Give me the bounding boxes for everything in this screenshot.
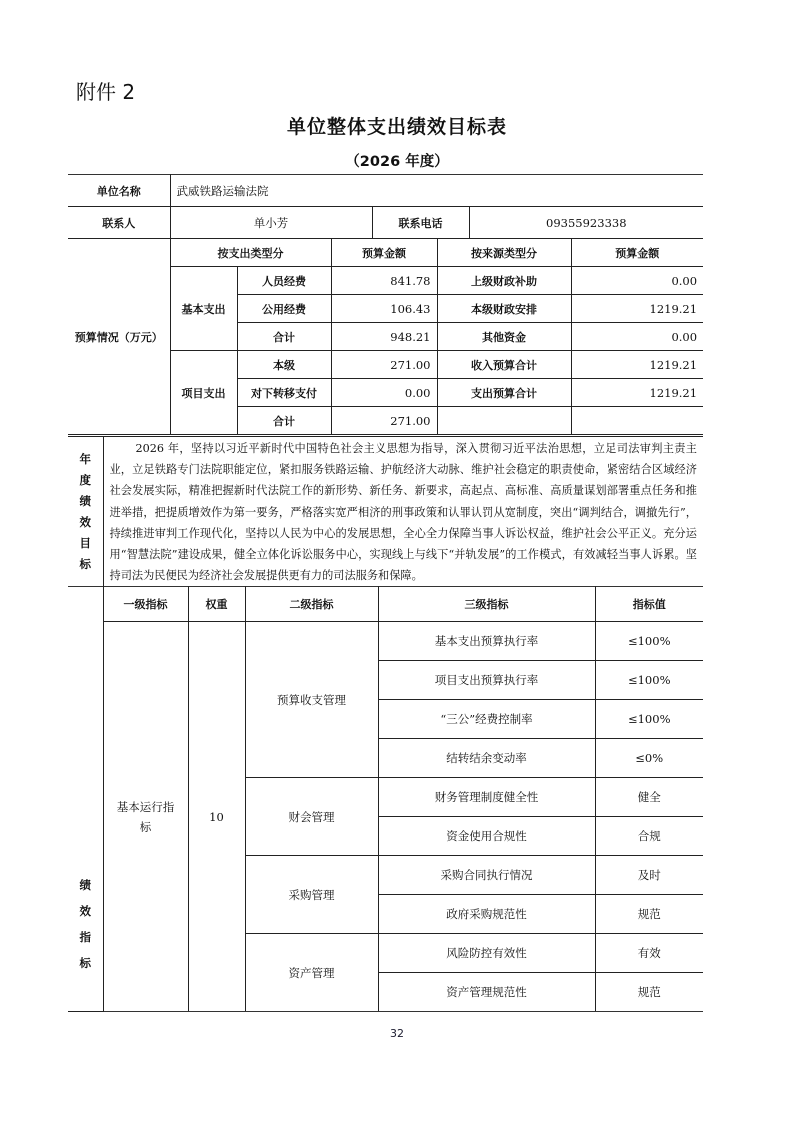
indicator-section-cell bbox=[68, 587, 103, 1012]
goal-table bbox=[68, 436, 703, 587]
level3-cell: 风险防控有效性 bbox=[378, 934, 595, 973]
indicator-value: ≤0% bbox=[595, 739, 703, 778]
attachment-label: 附件 2 bbox=[76, 80, 136, 104]
goal-row bbox=[68, 437, 703, 587]
budget-item: 公用经费 bbox=[237, 295, 331, 323]
budget-item: 对下转移支付 bbox=[237, 379, 331, 407]
header-level1: 一级指标 bbox=[103, 587, 188, 622]
level3-cell: 财务管理制度健全性 bbox=[378, 778, 595, 817]
header-weight: 权重 bbox=[188, 587, 245, 622]
indicator-value: 健全 bbox=[595, 778, 703, 817]
level2-cell: 采购管理 bbox=[245, 856, 378, 934]
budget-table bbox=[68, 174, 703, 435]
source-amount: 1219.21 bbox=[571, 295, 703, 323]
level2-cell: 资产管理 bbox=[245, 934, 378, 1012]
level3-cell: 资产管理规范性 bbox=[378, 973, 595, 1012]
source-amount bbox=[571, 407, 703, 435]
indicator-value: 有效 bbox=[595, 934, 703, 973]
source-amount: 1219.21 bbox=[571, 379, 703, 407]
budget-amount: 271.00 bbox=[331, 407, 437, 435]
weight-cell: 10 bbox=[188, 622, 245, 1012]
level3-cell: 采购合同执行情况 bbox=[378, 856, 595, 895]
page-number: 32 bbox=[390, 1027, 404, 1040]
contact-row bbox=[68, 207, 703, 239]
page-title: 单位整体支出绩效目标表 bbox=[286, 116, 507, 138]
level3-cell: 基本支出预算执行率 bbox=[378, 622, 595, 661]
header-level3: 三级指标 bbox=[378, 587, 595, 622]
level3-cell: 结转结余变动率 bbox=[378, 739, 595, 778]
budget-section-label: 预算情况（万元） bbox=[68, 239, 170, 435]
unit-name-label: 单位名称 bbox=[68, 175, 170, 207]
col-source-amount: 预算金额 bbox=[571, 239, 703, 267]
budget-amount: 106.43 bbox=[331, 295, 437, 323]
basic-expense-label: 基本支出 bbox=[170, 267, 237, 351]
contact-value: 单小芳 bbox=[170, 207, 372, 239]
source-item bbox=[437, 407, 571, 435]
header-value: 指标值 bbox=[595, 587, 703, 622]
source-item: 上级财政补助 bbox=[437, 267, 571, 295]
source-amount: 0.00 bbox=[571, 267, 703, 295]
unit-name-value: 武威铁路运输法院 bbox=[170, 175, 703, 207]
budget-amount: 271.00 bbox=[331, 351, 437, 379]
source-amount: 1219.21 bbox=[571, 351, 703, 379]
level3-cell: 项目支出预算执行率 bbox=[378, 661, 595, 700]
source-amount: 0.00 bbox=[571, 323, 703, 351]
budget-item: 合计 bbox=[237, 323, 331, 351]
level1-cell: 基本运行指标 bbox=[103, 622, 188, 1012]
header-level2: 二级指标 bbox=[245, 587, 378, 622]
unit-name-row bbox=[68, 175, 703, 207]
budget-amount: 841.78 bbox=[331, 267, 437, 295]
goal-text: 2026 年，坚持以习近平新时代中国特色社会主义思想为指导，深入贯彻习近平法治思想，立足司法审判主责主业，立足铁路专门法院职能定位，紧扣服务铁路运输、护航经济大动脉、维护社会稳定的职责使命，紧密结合区域经济社会发展实际，精准把握新时代法院工作的新形势、新任务、新要求，高起点、高标准、高质量谋划部署重点任务和推进举措，把提质增效作为第一要务，严格落实宽严相济的刑事政策和认罪认罚从宽制度，突出“调判结合，调撤先行”，持续推进审判工作现代化，坚持以人民为中心的发展思想，全心全力保障当事人诉讼权益，维护社会公平正义。充分运用“智慧法院”建设成果，健全立体化诉讼服务中心，实现线上与线下“并轨发展”的工作模式，有效减轻当事人诉累。坚持司法为民便民为经济社会发展提供更有力的司法服务和保障。 bbox=[109, 442, 697, 583]
level2-cell: 预算收支管理 bbox=[245, 622, 378, 778]
source-item: 本级财政安排 bbox=[437, 295, 571, 323]
goal-text-cell bbox=[103, 437, 703, 587]
indicator-value: ≤100% bbox=[595, 700, 703, 739]
source-item: 支出预算合计 bbox=[437, 379, 571, 407]
budget-item: 合计 bbox=[237, 407, 331, 435]
indicators-table bbox=[68, 586, 703, 1012]
col-expense-type: 按支出类型分 bbox=[170, 239, 331, 267]
year-subtitle: （2026 年度） bbox=[345, 154, 449, 170]
level2-cell: 财会管理 bbox=[245, 778, 378, 856]
budget-amount: 948.21 bbox=[331, 323, 437, 351]
budget-amount: 0.00 bbox=[331, 379, 437, 407]
indicator-value: 规范 bbox=[595, 973, 703, 1012]
indicator-value: ≤100% bbox=[595, 661, 703, 700]
indicator-value: ≤100% bbox=[595, 622, 703, 661]
source-item: 其他资金 bbox=[437, 323, 571, 351]
phone-value: 09355923338 bbox=[469, 207, 703, 239]
indicator-value: 规范 bbox=[595, 895, 703, 934]
budget-item: 本级 bbox=[237, 351, 331, 379]
indicator-header-row bbox=[68, 587, 703, 622]
col-source-type: 按来源类型分 bbox=[437, 239, 571, 267]
budget-header-row bbox=[68, 239, 703, 267]
indicator-row bbox=[68, 622, 703, 661]
level3-cell: 政府采购规范性 bbox=[378, 895, 595, 934]
budget-item: 人员经费 bbox=[237, 267, 331, 295]
source-item: 收入预算合计 bbox=[437, 351, 571, 379]
level3-cell: 资金使用合规性 bbox=[378, 817, 595, 856]
col-amount: 预算金额 bbox=[331, 239, 437, 267]
goal-label: 年度绩效目标 bbox=[79, 451, 91, 571]
contact-label: 联系人 bbox=[68, 207, 170, 239]
indicator-section-label: 绩效指标 bbox=[79, 878, 91, 970]
goal-label-cell bbox=[68, 437, 103, 587]
project-expense-label: 项目支出 bbox=[170, 351, 237, 435]
level3-cell: “三公”经费控制率 bbox=[378, 700, 595, 739]
indicator-value: 合规 bbox=[595, 817, 703, 856]
phone-label: 联系电话 bbox=[372, 207, 469, 239]
indicator-value: 及时 bbox=[595, 856, 703, 895]
